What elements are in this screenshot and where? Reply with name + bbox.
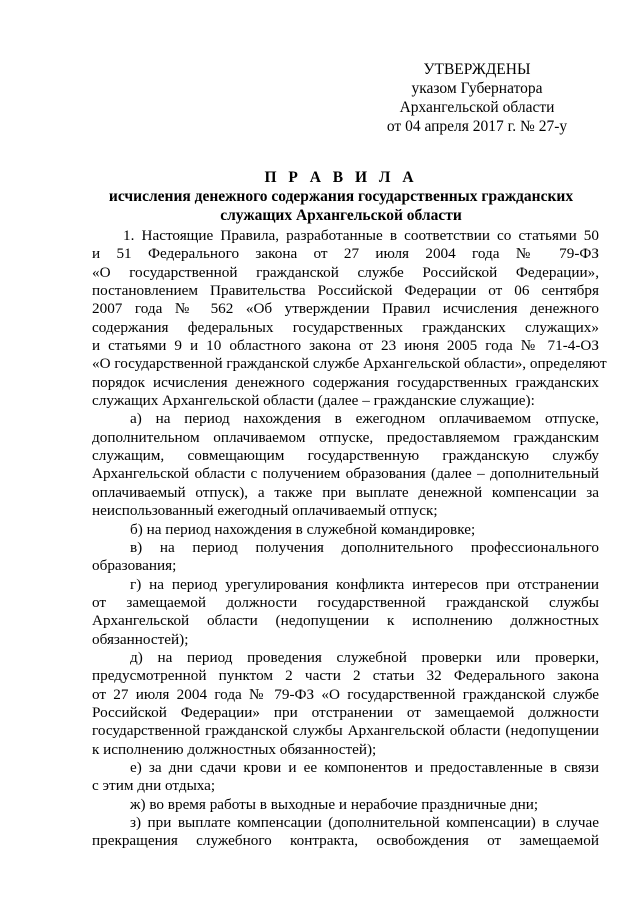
text-line: б) на период нахождения в служебной командировке; — [130, 520, 476, 538]
text-line: от 27 июля 2004 года № 79-ФЗ «О государственной гражданской службе — [92, 685, 599, 703]
text-line: ж) во время работы в выходные и нерабочие праздничные дни; — [130, 795, 539, 813]
text-line: Российской Федерации» при отстранении от замещаемой должности — [92, 703, 599, 721]
text-line: государственной гражданской службы Архангельской области (недопущении — [92, 722, 599, 740]
text-line: дополнительном оплачиваемом отпуске, предоставляемом гражданским — [92, 428, 599, 446]
text-line: содержания федеральных государственных гражданских служащих» — [92, 318, 599, 336]
text-line: Архангельской области с получением образования (далее – дополнительный — [92, 465, 599, 483]
document-title — [86, 168, 596, 225]
text-line: «О государственной гражданской службе Архангельской области», определяют — [92, 355, 607, 373]
text-line: 2007 года № 562 «Об утверждении Правил исчисления денежного — [92, 300, 599, 318]
document-body — [92, 227, 607, 851]
text-line: д) на период проведения служебной проверки или проверки, — [130, 648, 599, 666]
text-line: а) на период нахождения в ежегодном оплачиваемом отпуске, — [130, 410, 599, 428]
text-line: постановлением Правительства Российской Федерации от 06 сентября — [92, 282, 599, 300]
text-line: 1. Настоящие Правила, разработанные в соответствии со статьями 50 — [123, 227, 599, 244]
approval-region: Архангельской области — [399, 99, 555, 116]
text-line: и 51 Федерального закона от 27 июля 2004 года № 79-ФЗ — [92, 245, 599, 263]
title-subtitle-line1: исчисления денежного содержания государственных гражданских — [108, 188, 574, 205]
text-line: к исполнению должностных обязанностей); — [92, 740, 377, 758]
text-line: г) на период урегулирования конфликта интересов при отстранении — [130, 575, 599, 593]
text-line: с этим дни отдыха; — [92, 777, 216, 795]
text-line: в) на период получения дополнительного профессионального — [130, 538, 599, 556]
text-line: Архангельской области (недопущении к исполнению должностных — [92, 612, 599, 630]
title-subtitle-line2: служащих Архангельской области — [220, 207, 462, 224]
approval-date-number: от 04 апреля 2017 г. № 27-у — [386, 118, 568, 135]
text-line: обязанностей); — [92, 630, 189, 648]
text-line: служащим, совмещающим государственную гражданскую службу — [92, 447, 599, 465]
text-line: от замещаемой должности государственной гражданской службы — [92, 593, 599, 611]
text-line: порядок исчисления денежного содержания государственных гражданских — [92, 373, 599, 391]
title-main: П Р А В И Л А — [264, 169, 418, 186]
text-line: е) за дни сдачи крови и ее компонентов и предоставленные в связи — [130, 758, 599, 776]
text-line: з) при выплате компенсации (дополнительной компенсации) в случае — [130, 814, 599, 831]
text-line: прекращения служебного контракта, освобождения от замещаемой — [92, 832, 599, 850]
text-line: оплачиваемый отпуск), а также при выплате денежной компенсации за — [92, 483, 599, 501]
text-line: образования; — [92, 557, 177, 575]
text-line: «О государственной гражданской службе Российской Федерации», — [92, 263, 599, 281]
text-line: предусмотренной пунктом 2 части 2 статьи 32 Федерального закона — [92, 667, 599, 685]
text-line: служащих Архангельской области (далее – гражданские служащие): — [92, 392, 535, 410]
approval-stamp — [372, 60, 582, 136]
text-line: неиспользованный ежегодный оплачиваемый отпуск; — [92, 502, 438, 520]
approval-heading: УТВЕРЖДЕНЫ — [423, 61, 531, 78]
approval-decree: указом Губернатора — [411, 80, 543, 97]
text-line: и статьями 9 и 10 областного закона от 23 июня 2005 года № 71-4-ОЗ — [92, 337, 599, 355]
